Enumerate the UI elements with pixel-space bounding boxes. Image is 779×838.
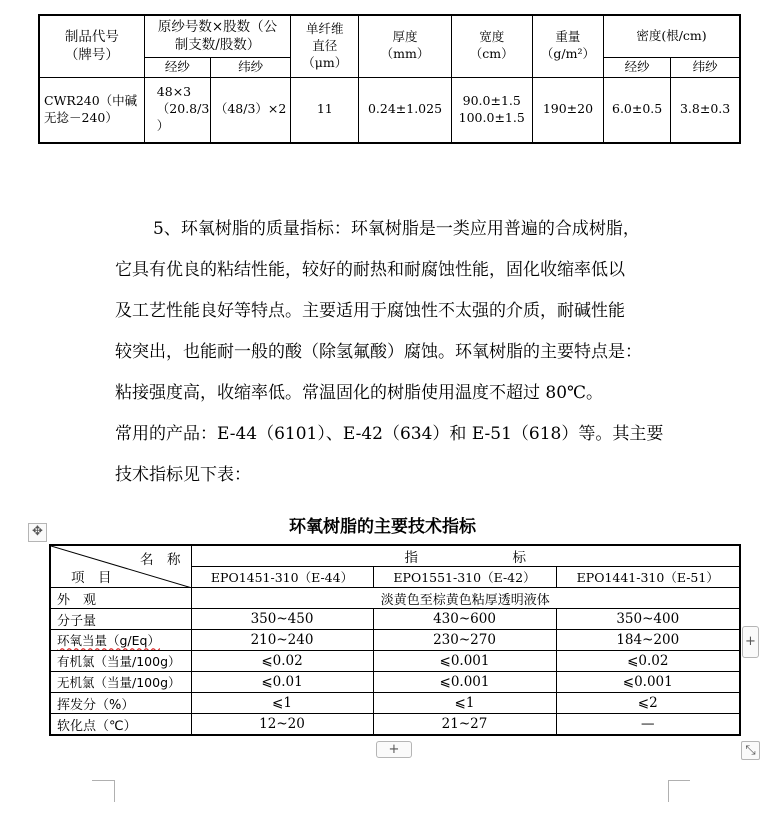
table-cell: ⩽0.01 bbox=[191, 672, 373, 693]
epoxy-spec-table bbox=[49, 544, 741, 736]
table-resize-handle-icon[interactable]: ⤡ bbox=[741, 741, 760, 760]
header-fiber-diameter bbox=[291, 15, 359, 77]
header-indicator: 指 标 bbox=[191, 545, 740, 567]
row-label bbox=[50, 630, 191, 651]
header-width bbox=[451, 15, 532, 77]
row-label: 挥发分（%） bbox=[50, 693, 191, 714]
table-cell: ⩽0.001 bbox=[373, 651, 556, 672]
paragraph-line: 及工艺性能良好等特点。主要适用于腐蚀性不太强的介质，耐碱性能 bbox=[115, 301, 625, 321]
epoxy-paragraph bbox=[115, 209, 675, 496]
table-cell: 21~27 bbox=[373, 714, 556, 736]
margin-corner-mark bbox=[92, 780, 115, 781]
cell-thickness: 0.24±1.025 bbox=[359, 77, 451, 143]
weight-line1: 重量 bbox=[555, 29, 581, 45]
cell-appearance: 淡黄色至棕黄色粘厚透明液体 bbox=[191, 588, 740, 609]
warp-line1: 48×3 bbox=[156, 84, 192, 100]
table-title: 环氧树脂的主要技术指标 bbox=[289, 517, 476, 537]
fiber-dia-line2: 直径 bbox=[312, 37, 338, 53]
width-value1: 90.0±1.5 bbox=[462, 92, 521, 108]
column-header: EPO1551-310（E-42） bbox=[373, 567, 556, 588]
header-density-warp: 经纱 bbox=[604, 57, 671, 77]
header-density-weft: 纬纱 bbox=[671, 57, 740, 77]
table-cell: — bbox=[556, 714, 740, 736]
table-cell: ⩽0.02 bbox=[556, 651, 740, 672]
paragraph-line: 常用的产品：E-44（6101）、E-42（634）和 E-51（618）等。其主要 bbox=[115, 424, 664, 444]
cell-density-warp: 6.0±0.5 bbox=[604, 77, 671, 143]
warp-line3: ） bbox=[156, 118, 170, 134]
cutoff-heading bbox=[180, 0, 560, 8]
header-yarn-count bbox=[144, 15, 290, 57]
cell-weft: （48/3）×2 bbox=[210, 77, 290, 143]
row-label: 有机氯（当量/100g） bbox=[50, 651, 191, 672]
column-header: EPO1451-310（E-44） bbox=[191, 567, 373, 588]
cell-fiber-diameter: 11 bbox=[291, 77, 359, 143]
corner-header bbox=[50, 545, 191, 588]
paragraph-line: 它具有优良的粘结性能，较好的耐热和耐腐蚀性能，固化收缩率低以 bbox=[115, 260, 625, 280]
table-cell: 210~240 bbox=[191, 630, 373, 651]
margin-corner-mark bbox=[668, 780, 690, 781]
row-label-appearance: 外 观 bbox=[50, 588, 191, 609]
paragraph-line: 较突出，也能耐一般的酸（除氢氟酸）腐蚀。环氧树脂的主要特点是： bbox=[115, 342, 642, 362]
width-line1: 宽度 bbox=[479, 29, 505, 45]
column-header: EPO1441-310（E-51） bbox=[556, 567, 740, 588]
table-cell: 230~270 bbox=[373, 630, 556, 651]
margin-corner-mark bbox=[668, 780, 669, 802]
cell-density-weft: 3.8±0.3 bbox=[671, 77, 740, 143]
header-yarn-count-label: 原纱号数×股数（公制支数/股数） bbox=[157, 19, 278, 54]
table-cell: ⩽0.001 bbox=[556, 672, 740, 693]
table-cell: 184~200 bbox=[556, 630, 740, 651]
header-code bbox=[39, 15, 144, 77]
cell-code bbox=[39, 77, 144, 143]
thickness-line2: （mm） bbox=[380, 46, 430, 62]
corner-header-item: 项 目 bbox=[71, 570, 112, 586]
add-row-button[interactable]: + bbox=[376, 741, 412, 758]
width-line2: （cm） bbox=[469, 46, 514, 62]
header-warp: 经纱 bbox=[144, 57, 210, 77]
add-column-button[interactable]: + bbox=[742, 626, 759, 658]
thickness-line1: 厚度 bbox=[392, 29, 418, 45]
table-cell: 350~450 bbox=[191, 609, 373, 630]
row-label: 软化点（℃） bbox=[50, 714, 191, 736]
table-cell: 430~600 bbox=[373, 609, 556, 630]
width-value2: 100.0±1.5 bbox=[458, 109, 525, 125]
table-cell: 350~400 bbox=[556, 609, 740, 630]
header-thickness bbox=[359, 15, 451, 77]
row-label: 无机氯（当量/100g） bbox=[50, 672, 191, 693]
header-density: 密度(根/cm) bbox=[604, 15, 740, 57]
table-cell: ⩽0.001 bbox=[373, 672, 556, 693]
table-cell: ⩽0.02 bbox=[191, 651, 373, 672]
header-weft: 纬纱 bbox=[210, 57, 290, 77]
row-label-text: 环氧当量（g/Eq） bbox=[57, 633, 160, 648]
header-weight bbox=[532, 15, 603, 77]
fiber-dia-line3: （μm） bbox=[302, 54, 348, 70]
warp-line2: （20.8/3 bbox=[156, 101, 210, 117]
row-label: 分子量 bbox=[50, 609, 191, 630]
paragraph-line: 5、环氧树脂的质量指标：环氧树脂是一类应用普遍的合成树脂， bbox=[153, 219, 640, 239]
table-move-handle-icon[interactable]: ✥ bbox=[28, 523, 47, 542]
cell-width bbox=[451, 77, 532, 143]
cell-weight: 190±20 bbox=[532, 77, 603, 143]
table-cell: 12~20 bbox=[191, 714, 373, 736]
table-cell: ⩽2 bbox=[556, 693, 740, 714]
table-cell: ⩽1 bbox=[373, 693, 556, 714]
table-cell: ⩽1 bbox=[191, 693, 373, 714]
paragraph-line: 技术指标见下表： bbox=[115, 465, 251, 485]
cell-warp bbox=[144, 77, 210, 143]
code-line2: 无捻－240） bbox=[44, 109, 118, 125]
paragraph-line: 粘接强度高，收缩率低。常温固化的树脂使用温度不超过 80℃。 bbox=[115, 383, 604, 403]
header-code-label: 制品代号（牌号） bbox=[64, 29, 119, 64]
weight-line2: （g/m²） bbox=[540, 46, 595, 62]
margin-corner-mark bbox=[114, 780, 115, 802]
code-line1: CWR240（中碱 bbox=[44, 92, 138, 108]
corner-header-name: 名 称 bbox=[140, 552, 181, 568]
fiber-dia-line1: 单纤维 bbox=[306, 20, 344, 36]
glass-fiber-spec-table bbox=[38, 14, 741, 144]
